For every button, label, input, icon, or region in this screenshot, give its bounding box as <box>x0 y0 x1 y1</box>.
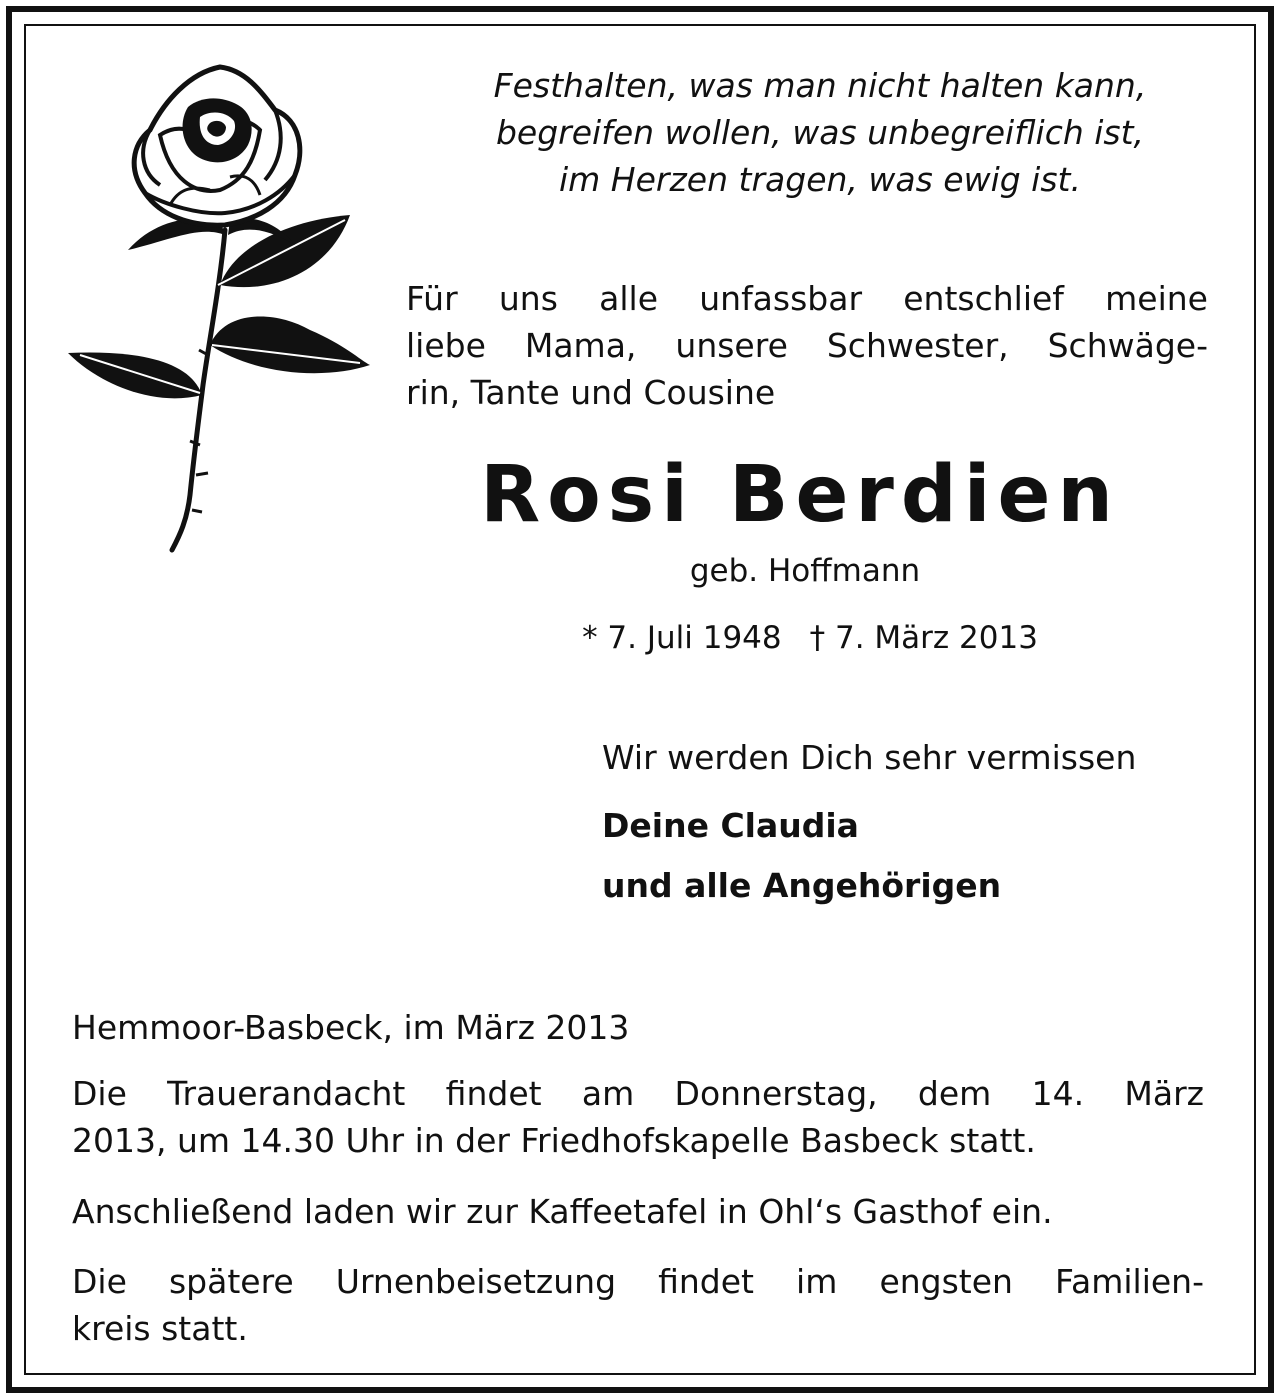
deceased-name: Rosi Berdien <box>480 450 1120 540</box>
quote-line: Festhalten, was man nicht halten kann, <box>493 66 1147 105</box>
intro-line: liebe Mama, unsere Schwester, Schwäge- <box>406 326 1208 365</box>
death-date: † 7. März 2013 <box>809 620 1038 656</box>
urn-notice <box>72 1258 1204 1352</box>
signature-secondary: und alle Angehörigen <box>602 866 1002 905</box>
quote-line: begreifen wollen, was unbegreiflich ist, <box>495 113 1145 152</box>
service-line: 2013, um 14.30 Uhr in der Friedhofskapelle Basbeck statt. <box>72 1121 1036 1160</box>
quote-line: im Herzen tragen, was ewig ist. <box>559 160 1081 199</box>
farewell-message: Wir werden Dich sehr vermissen <box>602 738 1137 777</box>
intro-line: Für uns alle unfassbar entschlief meine <box>406 279 1208 318</box>
memorial-quote <box>420 62 1220 203</box>
place-date-line: Hemmoor-Basbeck, im März 2013 <box>72 1008 630 1047</box>
intro-line: rin, Tante und Cousine <box>406 373 776 412</box>
life-dates <box>520 620 1100 656</box>
urn-line: kreis statt. <box>72 1309 248 1348</box>
place-date <box>72 1004 1204 1051</box>
urn-line: Die spätere Urnenbeisetzung findet im engsten Familien- <box>72 1262 1204 1301</box>
announcement-intro <box>406 275 1208 416</box>
coffee-notice <box>72 1188 1204 1235</box>
service-line: Die Trauerandacht findet am Donnerstag, dem 14. März <box>72 1074 1204 1113</box>
rose-illustration <box>60 55 380 555</box>
signature-primary: Deine Claudia <box>602 806 859 845</box>
birth-date: * 7. Juli 1948 <box>582 620 782 656</box>
service-notice <box>72 1070 1204 1164</box>
birth-name: geb. Hoffmann <box>689 553 921 589</box>
coffee-line: Anschließend laden wir zur Kaffeetafel in Ohl‘s Gasthof ein. <box>72 1192 1053 1231</box>
